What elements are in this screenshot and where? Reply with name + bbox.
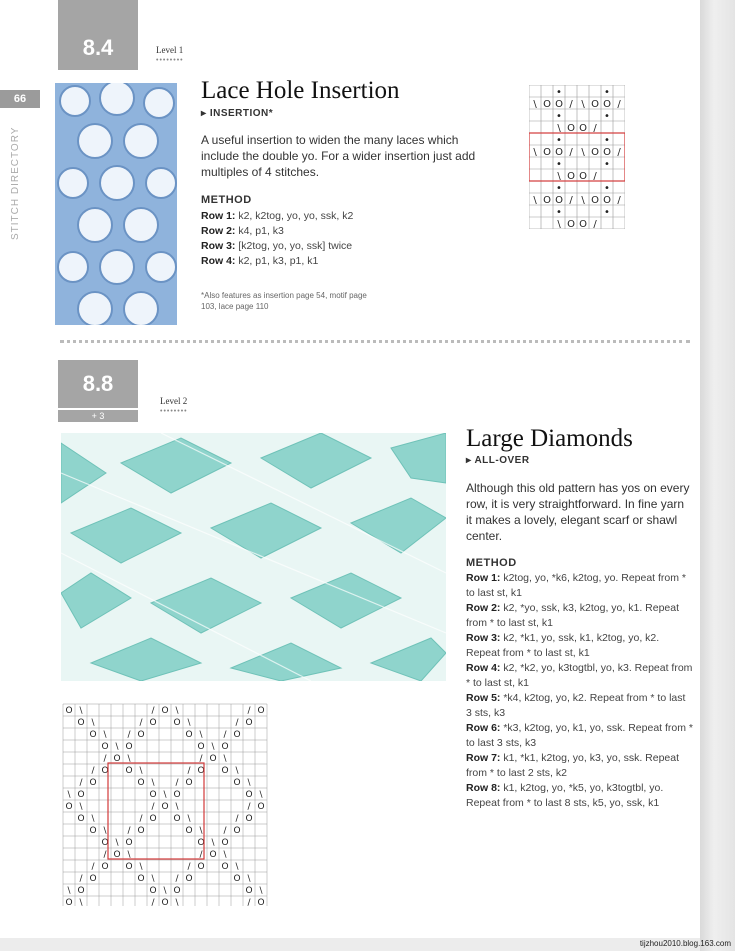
chart-symbol: O [209,754,217,764]
chart-symbol: O [89,826,97,836]
chart-symbol: \ [259,886,263,896]
stitch-description: Although this old pattern has yos on every row, it is very straightforward. In fine yarn it makes a lovely, elegant scarf or shawl center. [466,481,690,543]
chart-symbol: O [603,99,611,110]
chart-symbol: O [567,171,575,182]
chart-symbol: \ [235,766,239,776]
stitch-description: A useful insertion to widen the many laces which include the double yo. For a wider insertion just add multiples of 4 stitches. [201,133,476,179]
chart-symbol: \ [163,790,167,800]
chart-symbol: \ [247,778,251,788]
chart-symbol: O [197,766,205,776]
chart-symbol: / [175,874,179,884]
footnote: *Also features as insertion page 54, motif page 103, lace page 110 [201,291,367,311]
chart-symbol: O [125,838,133,848]
chart-symbol: \ [163,886,167,896]
chart-symbol: \ [79,706,83,716]
category-label: ALL-OVER [474,455,530,466]
chart-symbol: O [245,886,253,896]
chart-symbol: O [65,898,73,906]
chart-symbol: \ [139,766,143,776]
chart-symbol: O [197,838,205,848]
page-footer [0,938,700,951]
chart-symbol: O [579,171,587,182]
chart-symbol: / [223,730,227,740]
chart-symbol: O [101,838,109,848]
method-row: Row 2: k2, *yo, ssk, k3, k2tog, yo, k1. Repeat from * to last st, k1 [466,602,680,629]
chart-symbol: \ [235,862,239,872]
chart-symbol: / [569,147,573,158]
chart-symbol: O [233,778,241,788]
method-row: Row 4: k2, *k2, yo, k3togtbl, yo, k3. Repeat from * to last st, k1 [466,662,693,689]
chart-symbol: O [161,802,169,812]
chart-symbol: \ [175,898,179,906]
chart-symbol: / [187,862,191,872]
stitch-title: Large Diamonds [466,425,633,452]
method-row: Row 4: k2, p1, k3, p1, k1 [201,255,319,267]
chart-symbol: \ [115,742,119,752]
chart-symbol: / [151,802,155,812]
large-diamonds-chart [61,702,273,906]
chart-symbol: O [185,874,193,884]
stitch-title: Lace Hole Insertion [201,77,400,104]
chart-symbol: O [77,886,85,896]
chart-symbol: O [113,754,121,764]
chart-symbol: • [556,159,562,170]
chart-symbol: O [101,742,109,752]
chart-symbol: / [139,718,143,728]
chart-symbol: \ [223,850,227,860]
chart-symbol: / [593,171,597,182]
source-credit: tijzhou2010.blog.163.com [639,939,731,948]
chart-symbol: / [79,874,83,884]
method-rows [466,571,694,811]
chart-symbol: \ [199,826,203,836]
chart-symbol: / [79,778,83,788]
chart-symbol: O [125,862,133,872]
chart-symbol: O [101,766,109,776]
chart-symbol: O [173,790,181,800]
method-row: Row 3: k2, *k1, yo, ssk, k1, k2tog, yo, k2. Repeat from * to last st, k1 [466,632,660,659]
chart-symbol: O [591,99,599,110]
method-row: Row 7: k1, *k1, k2tog, yo, k3, yo, ssk. Repeat from * to last 2 sts, k2 [466,752,680,779]
chart-symbol: O [567,123,575,134]
chart-symbol: O [197,742,205,752]
chart-symbol: / [91,766,95,776]
chart-symbol: O [137,826,145,836]
chart-symbol: \ [91,814,95,824]
stitch-multiple-badge: + 3 [58,410,138,422]
chart-symbol: \ [103,826,107,836]
chart-symbol: \ [127,850,131,860]
chart-symbol: O [77,718,85,728]
chart-symbol: \ [79,802,83,812]
chart-symbol: O [245,790,253,800]
method-heading: METHOD [201,194,252,206]
chart-symbol: \ [581,195,585,206]
chart-symbol: O [555,99,563,110]
chart-symbol: • [604,159,610,170]
chart-symbol: • [604,183,610,194]
chart-symbol: / [139,814,143,824]
sidebar-section-label: STITCH DIRECTORY [10,126,21,240]
method-row: Row 5: *k4, k2tog, yo, k2. Repeat from * to last 3 sts, k3 [466,692,686,719]
chart-symbol: O [233,874,241,884]
chart-symbol: \ [581,99,585,110]
chart-symbol: O [555,147,563,158]
chart-symbol: O [257,898,265,906]
chart-symbol: / [127,826,131,836]
chart-symbol: O [65,706,73,716]
chart-symbol: O [579,123,587,134]
chart-symbol: O [89,874,97,884]
chart-symbol: O [209,850,217,860]
chart-symbol: \ [139,862,143,872]
chart-symbol: \ [151,874,155,884]
method-heading: METHOD [466,557,517,569]
chart-symbol: O [257,802,265,812]
chart-symbol: O [603,147,611,158]
section-divider [60,340,690,343]
chart-symbol: \ [91,718,95,728]
chart-symbol: O [543,99,551,110]
method-row: Row 2: k4, p1, k3 [201,225,284,237]
lace-mesh-image [55,83,177,325]
chart-symbol: O [173,718,181,728]
chart-symbol: / [247,802,251,812]
stitch-category: ▸ ALL-OVER [466,455,530,466]
method-rows [201,209,501,269]
chart-symbol: O [567,219,575,229]
chart-symbol: O [221,838,229,848]
chart-symbol: O [137,874,145,884]
chart-symbol: • [556,183,562,194]
chart-symbol: \ [533,147,537,158]
chart-symbol: O [245,718,253,728]
chart-symbol: O [149,790,157,800]
chart-symbol: • [556,87,562,98]
chart-symbol: O [149,814,157,824]
chart-symbol: \ [67,886,71,896]
chart-symbol: O [221,742,229,752]
chart-symbol: / [569,99,573,110]
chart-symbol: O [245,814,253,824]
chart-symbol: • [556,207,562,218]
chart-symbol: / [235,718,239,728]
chart-symbol: O [233,826,241,836]
chart-symbol: / [617,99,621,110]
chart-symbol: / [569,195,573,206]
chart-symbol: O [149,718,157,728]
chart-symbol: O [137,730,145,740]
chart-symbol: • [556,135,562,146]
chart-symbol: O [89,730,97,740]
chart-symbol: • [604,111,610,122]
chart-symbol: • [604,87,610,98]
chart-symbol: / [617,195,621,206]
chart-symbol: O [125,766,133,776]
method-row: Row 6: *k3, k2tog, yo, k1, yo, ssk. Repeat from * to last 3 sts, k3 [466,722,694,749]
method-row: Row 1: k2, k2tog, yo, yo, ssk, k2 [201,210,354,222]
chart-symbol: • [556,111,562,122]
chart-symbol: O [591,147,599,158]
chart-symbol: / [593,219,597,229]
chart-symbol: \ [533,99,537,110]
chart-symbol: O [161,898,169,906]
level-label: Level 2 [160,396,188,406]
chart-symbol: / [223,826,227,836]
diamond-lace-image [61,433,446,681]
chart-symbol: \ [247,874,251,884]
chart-symbol: O [113,850,121,860]
lace-hole-swatch-photo [55,83,177,325]
chart-symbol: O [221,862,229,872]
chart-symbol: O [185,730,193,740]
method-row: Row 8: k1, k2tog, yo, *k5, yo, k3togtbl, yo. Repeat from * to last 8 sts, k5, yo, ssk, k1 [466,782,664,809]
large-diamonds-swatch-photo [61,433,446,681]
chart-symbol: / [247,898,251,906]
book-spine [700,0,735,951]
chart-symbol: / [199,850,203,860]
chart-symbol: O [233,730,241,740]
chart-symbol: / [151,898,155,906]
chart-symbol: / [151,706,155,716]
method-row: Row 3: [k2tog, yo, yo, ssk] twice [201,240,353,252]
chart-symbol: • [604,207,610,218]
chart-symbol: \ [557,171,561,182]
chart-symbol: / [127,730,131,740]
chart-symbol: O [77,790,85,800]
stitch-number-badge: 8.4 [58,0,138,70]
chart-symbol: \ [67,790,71,800]
chart-symbol: / [617,147,621,158]
chart-symbol: O [555,195,563,206]
chart-symbol: / [175,778,179,788]
chart-symbol: \ [533,195,537,206]
chart-symbol: O [543,147,551,158]
chart-symbol: / [593,123,597,134]
lace-hole-chart [529,85,625,229]
chart-symbol: O [89,778,97,788]
chart-symbol: O [591,195,599,206]
method-row: Row 1: k2tog, yo, *k6, k2tog, yo. Repeat from * to last st, k1 [466,572,687,599]
chart-symbol: O [185,778,193,788]
chart-symbol: • [604,135,610,146]
chart-symbol: \ [199,730,203,740]
chart-symbol: \ [115,838,119,848]
chart-symbol: \ [211,742,215,752]
level-label: Level 1 [156,45,184,55]
category-label: INSERTION* [209,108,274,119]
chart-symbol: O [65,802,73,812]
chart-symbol: O [603,195,611,206]
stitch-number-badge: 8.8 [58,360,138,408]
chart-symbol: \ [557,123,561,134]
chart-symbol: \ [187,814,191,824]
chart-symbol: O [173,886,181,896]
chart-symbol: O [125,742,133,752]
chart-symbol: O [197,862,205,872]
chart-symbol: \ [151,778,155,788]
chart-symbol: / [103,850,107,860]
chart-symbol: \ [103,730,107,740]
chart-symbol: / [187,766,191,776]
chart-symbol: O [101,862,109,872]
stitch-category: ▸ INSERTION* [201,108,274,119]
level-dots: •••••••• [160,408,188,415]
chart-symbol: \ [581,147,585,158]
chart-symbol: \ [79,898,83,906]
chart-symbol: O [77,814,85,824]
chart-symbol: O [257,706,265,716]
chart-symbol: \ [175,706,179,716]
chart-symbol: / [91,862,95,872]
chart-symbol: / [235,814,239,824]
chart-symbol: O [543,195,551,206]
chart-symbol: \ [223,754,227,764]
chart-symbol: O [137,778,145,788]
page-number: 66 [0,90,40,108]
chart-symbol: / [199,754,203,764]
chart-symbol: \ [259,790,263,800]
chart-symbol: \ [175,802,179,812]
chart-symbol: \ [127,754,131,764]
chart-symbol: O [161,706,169,716]
chart-symbol: / [103,754,107,764]
level-dots: •••••••• [156,57,184,64]
chart-symbol: \ [557,219,561,229]
chart-symbol: O [185,826,193,836]
chart-symbol: O [173,814,181,824]
chart-symbol: O [221,766,229,776]
chart-symbol: / [247,706,251,716]
chart-symbol: O [579,219,587,229]
chart-symbol: \ [211,838,215,848]
chart-symbol: O [149,886,157,896]
chart-symbol: \ [187,718,191,728]
